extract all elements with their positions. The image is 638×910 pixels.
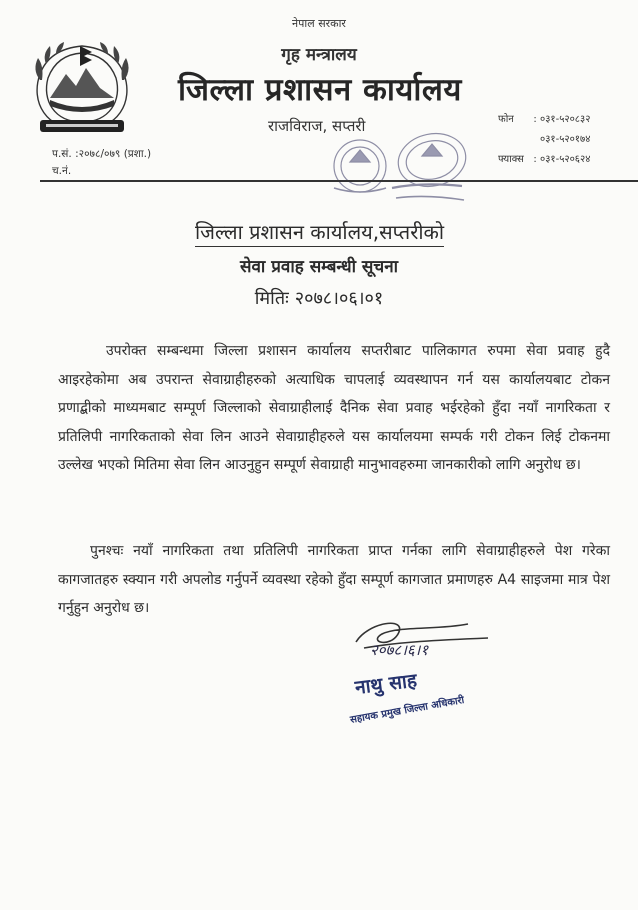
notice-subheading: सेवा प्रवाह सम्बन्धी सूचना bbox=[239, 257, 399, 277]
office-location: राजविराज, सप्तरी bbox=[268, 117, 366, 135]
phone-number-1: ०३१-५२०८३२ bbox=[540, 114, 591, 125]
fax-number: ०३१-५२०६२४ bbox=[540, 154, 591, 165]
dispatch-number: च.नं. bbox=[52, 165, 72, 177]
government-label: नेपाल सरकार bbox=[292, 17, 346, 30]
office-name: जिल्ला प्रशासन कार्यालय bbox=[178, 72, 462, 108]
separator: : bbox=[533, 114, 537, 125]
signatory-title: सहायक प्रमुख जिल्ला अधिकारी bbox=[349, 694, 466, 726]
header-divider bbox=[40, 180, 638, 182]
signatory-name: नाथु साह bbox=[353, 669, 419, 699]
official-stamps bbox=[320, 130, 498, 214]
notice-heading: जिल्ला प्रशासन कार्यालय,सप्तरीको bbox=[195, 218, 444, 247]
phone-row-2 bbox=[498, 130, 590, 150]
fax-row bbox=[498, 150, 590, 170]
reference-block bbox=[52, 146, 151, 180]
phone-row-1 bbox=[498, 110, 590, 130]
signature-date: २०७८।६।१ bbox=[370, 641, 429, 659]
notice-date-line bbox=[0, 286, 638, 310]
phone-number-2: ०३१-५२०१७४ bbox=[540, 134, 591, 145]
fax-label: फ्याक्स bbox=[498, 154, 524, 165]
phone-label: फोन bbox=[498, 114, 514, 125]
ministry-name: गृह मन्त्रालय bbox=[281, 45, 357, 65]
notice-paragraph-1: उपरोक्त सम्बन्धमा जिल्ला प्रशासन कार्यालय सप्तरीबाट पालिकागत रुपमा सेवा प्रवाह हुदै आइरहेकोमा अब उपरान्त सेवाग्राहीहरुको अत्याधिक चापलाई व्यवस्थापन गर्न यस कार्यालयबाट टोकन प्रणाद्बीको माध्यमबाट सम्पूर्ण जिल्लाको सेवाग्राहीलाई दैनिक सेवा प्रवाह भईरहेको हुँदा नयाँ नागरिकता र प्रतिलिपी नागरिकताको सेवा लिन आउने सेवाग्राहीहरुले यस कार्यालयमा सम्पर्क गरी टोकन लिई टोकनमा उल्लेख भएको मितिमा सेवा लिन आउनुहुन सम्पूर्ण सेवाग्राही मानुभावहरुमा जानकारीको लागि अनुरोध छ। bbox=[58, 343, 610, 473]
separator: : bbox=[533, 154, 537, 165]
notice-paragraph-2: पुनश्चः नयाँ नागरिकता तथा प्रतिलिपी नागरिकता प्राप्त गर्नका लागि सेवाग्राहीहरुले पेश गरेका कागजातहरु स्क्यान गरी अपलोड गर्नुपर्ने व्यवस्था रहेको हुँदा सम्पूर्ण कागजात प्रमाणहरु A4 साइजमा मात्र पेश गर्नुहुन अनुरोध छ। bbox=[58, 543, 610, 616]
reference-number: प.सं. :२०७८/०७९ (प्रशा.) bbox=[52, 148, 152, 160]
date-label: मितिः bbox=[254, 288, 289, 309]
contact-block bbox=[498, 110, 590, 170]
notice-date: २०७८।०६।०१ bbox=[294, 288, 384, 309]
